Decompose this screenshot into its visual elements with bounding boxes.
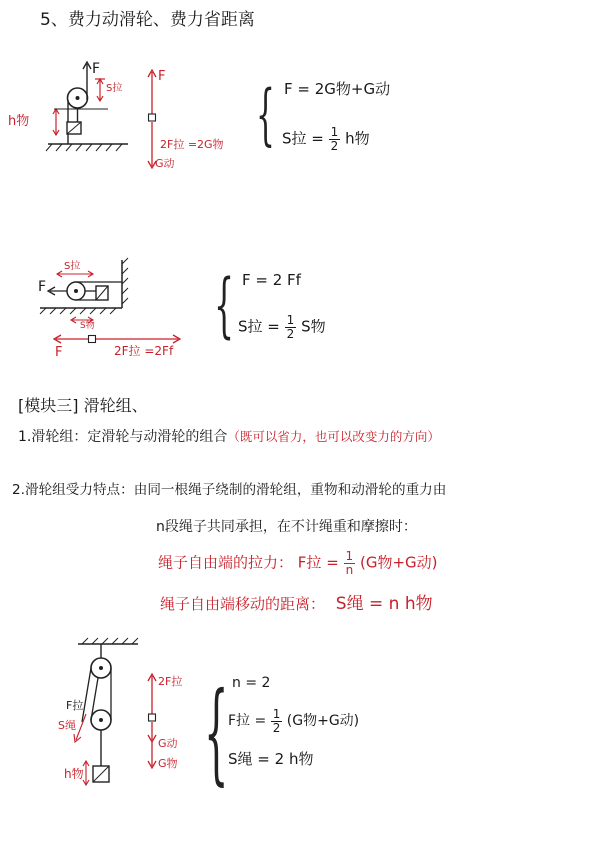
movable-pulley-diagram [20, 58, 130, 158]
formula2-eq: S绳 = n h物 [335, 594, 433, 614]
fig1-h-label: h物 [8, 114, 30, 129]
fig2-s-bottom-label: S物 [80, 321, 95, 331]
force3-g2-label: G物 [158, 757, 178, 770]
eq1-line2 [282, 126, 370, 152]
formula1 [158, 550, 438, 576]
eq1-brace: { [256, 76, 275, 153]
fig1-force-label: F [92, 61, 101, 77]
eq3-f-left: F拉 = [228, 713, 267, 730]
formula1-label: 绳子自由端的拉力： [158, 553, 294, 572]
eq1-line2-right: h物 [345, 129, 370, 148]
module3-item1 [18, 430, 440, 444]
fig3-f-label: F拉 [66, 699, 84, 712]
item1-note: （既可以省力，也可以改变力的方向） [227, 429, 440, 444]
module3-item2-line1: 2.滑轮组受力特点：由同一根绳子绕制的滑轮组，重物和动滑轮的重力由 [12, 482, 447, 498]
eq2-line2 [238, 314, 326, 340]
fig2-s-top-label: S拉 [64, 261, 81, 272]
eq2-fraction: $\frac{1}{2}$ [286, 313, 295, 341]
fig1-s-label: S拉 [106, 83, 123, 94]
formula2-label: 绳子自由端移动的距离： [160, 595, 326, 613]
force1-g-label: G动 [155, 157, 175, 170]
force1-2f-label: 2F拉 =2G物 [160, 138, 224, 151]
fig3-s-label: S绳 [58, 719, 76, 732]
eq1-fraction: $\frac{1}{2}$ [330, 125, 339, 153]
force3-g1-label: G动 [158, 737, 178, 750]
fig3-h-label: h物 [64, 767, 84, 781]
eq2-line2-left: S拉 = [238, 317, 280, 336]
section-title: 5、费力动滑轮、费力省距离 [40, 10, 255, 30]
eq3-f-right: (G物+G动) [286, 713, 360, 730]
eq2-brace: { [214, 264, 235, 346]
item1-text: 1.滑轮组：定滑轮与动滑轮的组合 [18, 429, 228, 445]
eq1-line1: F = 2G物+G动 [284, 80, 391, 98]
eq1-line2-left: S拉 = [282, 129, 324, 148]
formula1-fraction: $\frac{1}{n}$ [345, 549, 354, 577]
module3-heading: [模块三] 滑轮组、 [18, 396, 148, 415]
force2-f-label: F [55, 345, 63, 360]
module3-item2-line2: n段绳子共同承担，在不计绳重和摩擦时： [156, 519, 417, 535]
formula1-left: F拉 = [297, 553, 339, 572]
force1-f-label: F [158, 69, 166, 84]
eq3-fraction: $\frac{1}{2}$ [272, 707, 281, 735]
eq3-n: n = 2 [232, 675, 271, 691]
eq3-s: S绳 = 2 h物 [228, 750, 314, 768]
eq2-line1: F = 2 Ff [242, 271, 301, 289]
force3-2f-label: 2F拉 [158, 675, 183, 688]
force2-2ff-label: 2F拉 =2Ff [114, 344, 174, 358]
formula2 [160, 596, 433, 613]
eq3-f [228, 708, 359, 734]
fig2-force-label: F [38, 279, 47, 295]
eq2-line2-right: S物 [301, 317, 326, 336]
formula1-right: (G物+G动) [359, 553, 438, 572]
eq3-brace: { [204, 668, 229, 796]
